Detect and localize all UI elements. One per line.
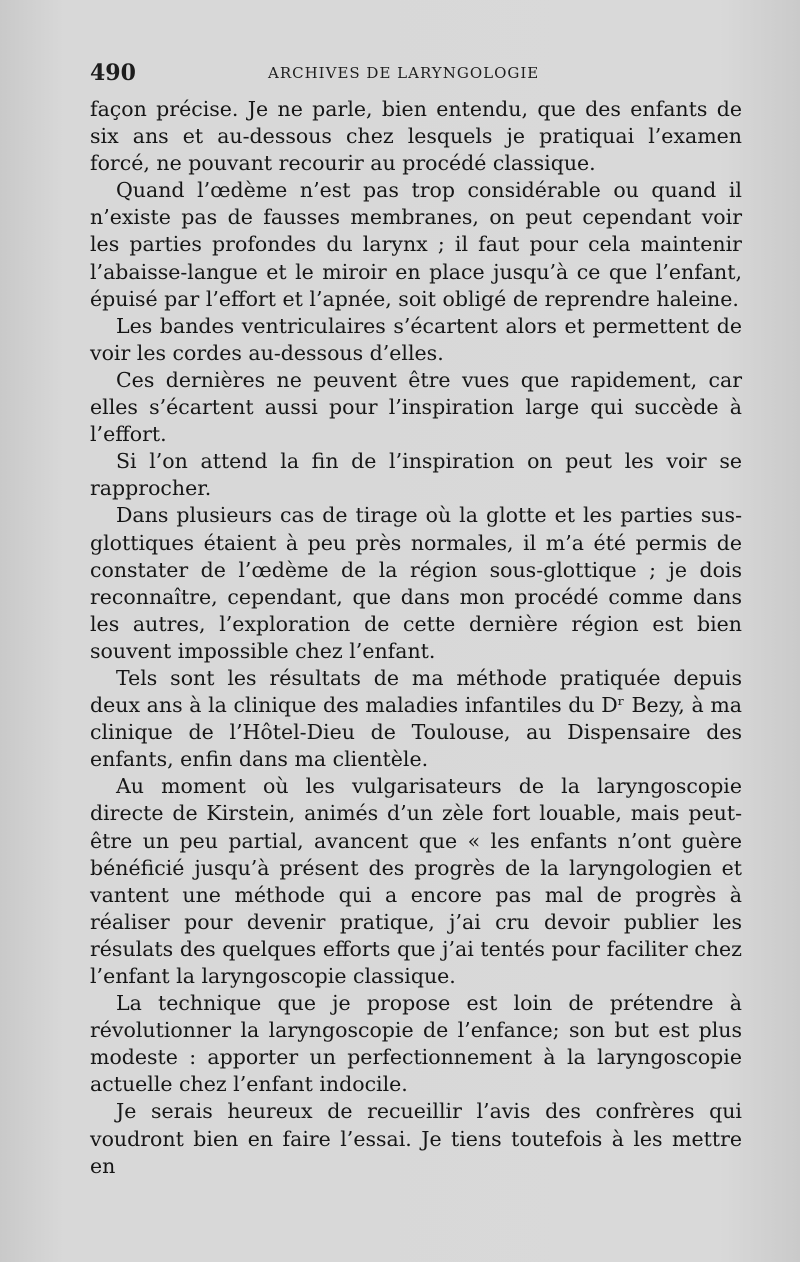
page-number: 490 bbox=[90, 60, 136, 86]
running-title: ARCHIVES DE LARYNGOLOGIE bbox=[268, 64, 540, 82]
paragraph: façon précise. Je ne parle, bien entendu, que des enfants de six ans et au-dessous chez lesquels je pratiquai l’examen forcé, ne pouvant recourir au procédé classique. bbox=[90, 97, 742, 176]
paragraph: Ces dernières ne peuvent être vues que rapidement, car elles s’écartent aussi pour l’inspiration large qui succède à l’effort. bbox=[90, 367, 742, 447]
paragraph: Les bandes ventriculaires s’écartent alors et permettent de voir les cordes au-dessous d’elles. bbox=[90, 313, 742, 365]
paragraph: Tels sont les résultats de ma méthode pratiquée depuis deux ans à la clinique des maladies infantiles du Dʳ Bezy, à ma clinique de l’Hôtel-Dieu de Toulouse, au Dispensaire des enfants, enfin dans ma clientèle. bbox=[90, 665, 742, 772]
paragraph: Dans plusieurs cas de tirage où la glotte et les parties sus-glottiques étaient à peu près normales, il m’a été permis de constater de l’œdème de la région sous-glottique ; je dois reconnaître, cependant, que dans mon procédé comme dans les autres, l’exploration de cette dernière région est bien souvent impossible chez l’enfant. bbox=[90, 503, 742, 663]
paragraph: Si l’on attend la fin de l’inspiration on peut les voir se rapprocher. bbox=[90, 449, 742, 501]
paragraph: Je serais heureux de recueillir l’avis des confrères qui voudront bien en faire l’essai. Je tiens toutefois à les mettre en bbox=[90, 1099, 742, 1178]
paragraph: Quand l’œdème n’est pas trop considérable ou quand il n’existe pas de fausses membranes, on peut cependant voir les parties profondes du larynx ; il faut pour cela maintenir l’abaisse-langue et le miroir en place jusqu’à ce que l’enfant, épuisé par l’effort et l’apnée, soit obligé de reprendre haleine. bbox=[90, 178, 742, 311]
paragraph: Au moment où les vulgarisateurs de la laryngoscopie directe de Kirstein, animés d’un zèle fort louable, mais peut-être un peu partial, avancent que « les enfants n’ont guère bénéficié jusqu’à présent des progrès de la laryngologien et vantent une méthode qui a encore pas mal de progrès à réaliser pour devenir pratique, j’ai cru devoir publier les résulats des quelques efforts que j’ai tentés pour faciliter chez l’enfant la laryngoscopie classique. bbox=[90, 774, 742, 988]
body-text bbox=[90, 96, 742, 1180]
paragraph: La technique que je propose est loin de prétendre à révolutionner la laryngoscopie de l’enfance; son but est plus modeste : apporter un perfectionnement à la laryngoscopie actuelle chez l’enfant indocile. bbox=[90, 991, 742, 1097]
page-header bbox=[90, 60, 750, 90]
